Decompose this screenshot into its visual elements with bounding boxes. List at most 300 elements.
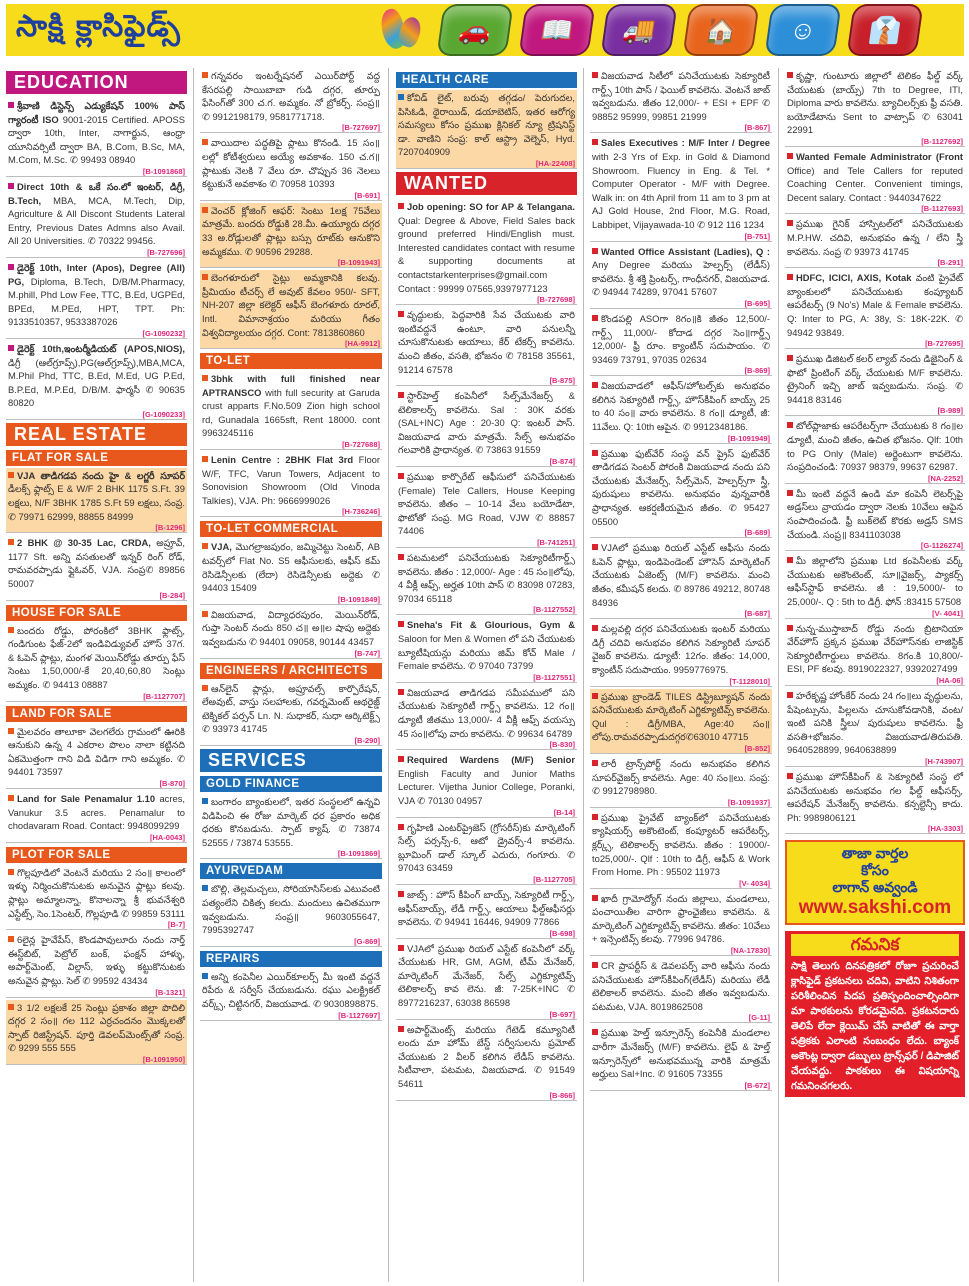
classified-ad (200, 607, 382, 659)
ad-headline: Sneha's Fit & Glourious, Gym & (407, 619, 575, 631)
bullet-square-icon (8, 728, 14, 734)
bullet-square-icon (787, 557, 793, 563)
bullet-square-icon (8, 539, 14, 545)
bullet-square-icon (592, 315, 598, 321)
ad-code: [B-691] (354, 190, 380, 200)
ad-code: [NA-17830] (730, 946, 770, 956)
ad-code: [T-1128010] (729, 676, 770, 686)
classified-ad (200, 681, 382, 746)
ad-text: ప్రముఖ బ్రాండెడ్ TILES డిస్ట్రిబ్యూషన్ నందు పనిచేయుటకు మార్కెటింగ్ ఎగ్జిక్యూటివ్స్ కావలెను. Qul : డిగ్రీ/MBA, Age:40 సం॥లోపు.రామవరప్పాడుదగ్గర✆63010 47715 (592, 690, 770, 743)
ad-text: కొండపల్లి ASOగా 8గం॥కి జీతం 12,500/- గార్డ్స్ 11,000/- కోదాడ దగ్గర సెం॥గార్డ్స్ 12,000/- ఫ్రీ రూం. క్యాంటీన్ సదుపాయం. ✆ 93469 73791, 97035 02634 (592, 312, 770, 365)
classified-ad (785, 486, 965, 551)
ad-text: కోవిడ్ లైట్, బరువు తగ్గడం/ పెరుగుదల, పిసిఓడి, థైరాయిడ్, డయాబెటిస్, ఇతర ఆరోగ్య సమస్యలు కోసం ప్రముఖ క్లినికల్ న్యూ ట్రిషనిస్ట్ డా. వాణిని సంప్ర: కాల్ ఆస్ట్రా వెల్నెస్, Hyd. 7207040909 (398, 92, 575, 158)
ad-code: [V- 4041] (932, 608, 963, 618)
bullet-square-icon (202, 375, 208, 381)
bullet-square-icon (398, 689, 404, 695)
classified-ad (785, 553, 965, 618)
ad-code: [H-743907] (925, 756, 963, 766)
classified-ad (396, 388, 577, 467)
bullet-square-icon (202, 456, 208, 462)
classified-ad (6, 791, 187, 843)
bullet-square-icon (398, 891, 404, 897)
classified-ad (6, 932, 187, 997)
classified-ad (200, 969, 382, 1021)
section-header-land-for-sale: LAND FOR SALE (6, 706, 187, 722)
ad-text: ప్రముఖ డిజిటల్ కలర్ ల్యాబ్ నందు డిజైనింగ్ & ఫొటో ప్రింటింగ్ వర్క్ చేయుటకు M/F కావలెను. ట్రైనింగ్ ఇచ్చి జాబ్ ఇవ్వబడును. సంప్ర. ✆ 94418 83146 (787, 353, 963, 405)
ad-code: [B-1296] (155, 523, 185, 533)
ad-headline: Job opening: SO for AP & Telangana. (407, 200, 575, 212)
ad-code: [B-870] (159, 778, 185, 788)
bullet-square-icon (202, 139, 208, 145)
ad-code: [B-284] (159, 590, 185, 600)
section-header-to-let-commercial: TO-LET COMMERCIAL (200, 521, 382, 537)
baby-face-icon[interactable]: ☺ (764, 4, 841, 56)
bullet-square-icon (8, 936, 14, 942)
ad-text: గన్నవరం ఇంటర్నేషనల్ ఎయిర్‌పోర్ట్ వద్ద కేసరపల్లి సాయిబాబా గుడి దగ్గర, తూర్పు ఫేసింగ్‌తో 300 చ.గ. అమ్మకం. నో బ్రోకర్స్. సంప్ర॥ ✆ 9912198179, 9581771718. (202, 70, 380, 122)
classified-ad (785, 216, 965, 268)
classified-ad (590, 244, 772, 309)
ad-code: [B-697] (549, 1009, 575, 1019)
ad-code: [B-1321] (155, 987, 185, 997)
ad-text: CR ప్రాపర్టీస్ & డెవలపర్స్ వారి ఆఫీసు నందు పనిచేయుటకు హౌస్‌కీపింగ్(లేడీస్) మరియు లేడీ టెలికాలర్ కావలెను. మంచి జీతం ఇవ్వబడును. పటమట, VJA. 8019862508 (592, 960, 770, 1012)
category-icons (440, 4, 920, 56)
ad-code: [B-875] (549, 376, 575, 386)
ad-code: [B-291] (937, 258, 963, 268)
bullet-square-icon (592, 382, 598, 388)
ad-text: విజయవాడ సిటీలో పనిచేయుటకు సెక్యూరిటీ గార్డ్స్ 10th పాస్ / ఫెయిల్ కావలెను. వెంటనే జాబ్ ఇవ్వబడును. జీతం 12,000/- + ESI + EPF ✆ 98852 95999, 99851 21999 (592, 70, 770, 122)
bullet-square-icon (202, 274, 208, 280)
bullet-square-icon (398, 621, 404, 627)
ad-text: విజయవాడ తాడిగడప సమీపములో పని చేయుటకు సెక్యూరిటీ గార్డ్స్ కావలెను. 12 గం॥ డ్యూటీ జీతము 13,000/- 4 వీక్లీ ఆఫ్స్ వయస్సు 45 సం॥లోపు వారు కావలెను. ✆ 99634 64789 (398, 686, 575, 739)
ad-code: [B-751] (744, 231, 770, 241)
bullet-square-icon (202, 207, 208, 213)
classified-ad (6, 98, 187, 177)
bullet-square-icon (592, 72, 598, 78)
classified-ad (200, 68, 382, 133)
ad-text: బెంగళూరులో సైట్లు అమ్మకానికి కలవు. ప్రీమియం టీచర్స్ లే అవుట్ కేవలం 950/- SFT, NH-207 జిల్లా కలెక్టర్ ఆఫీస్ బెంగళూరు రూరల్, Intl. విమానాశ్రయం మరియు గీతం విశ్వవిద్యాలయం దగ్గర. Cont: 7813860860 (202, 272, 380, 338)
bullet-square-icon (592, 544, 598, 550)
ad-text: ప్రముఖ ఫుట్‌వేర్ సంస్థ వన్ ప్రైస్ ఫుట్‌వేర్ తాడిగడప సెంటర్ పోరంకి విజయవాడ నందు పని చేయుటకు మేనేజర్స్, సేల్స్‌మెన్, హెల్పర్స్‌గా స్త్రీ, పురుషులు కావలెను. అనుభవం వున్నవారికి ప్రాధాన్యత. ఆకర్షణీయమైన జీతం. ✆ 95427 05500 (592, 447, 770, 527)
bullet-square-icon (398, 473, 404, 479)
ad-code: [B-7] (167, 920, 185, 930)
ad-headline: శ్రీవాణి డిస్టెన్స్ ఎడ్యుకేషన్ 100% పాస్ గ్యారంటీ ISO (8, 100, 185, 125)
bullet-square-icon (592, 1029, 598, 1035)
book-reader-icon[interactable]: 📖 (518, 4, 595, 56)
bullet-square-icon (398, 94, 404, 100)
ad-text: మీ జిల్లాలోని ప్రముఖ Ltd కంపెనీలకు వర్క్ చేయుటకు అకౌంటెంట్, సూ॥వైజర్స్, ప్యాకర్స్ ఆఫీస్‌స్టాఫ్ కావలెను. జీ : 19,5000/- to 25,000/-. Q : 5th to డిగ్రీ. ఫోన్ :83415 57508 (787, 555, 963, 607)
ad-code: [NA-2252] (927, 473, 963, 483)
promo-line: తాజా వార్తల (841, 845, 909, 862)
classified-ad (785, 621, 965, 686)
ad-code: [B-727697] (342, 123, 380, 133)
ad-text: acres, Vanukur 3.5 acres. Penamalur to chodavaram Road. Contact: 9948099299 (8, 792, 185, 832)
ad-text: టోల్‌ప్లాజాకు ఆపరేటర్స్‌గా చేయుటకు 8 గం॥ల డ్యూటీ, మంచి జీతం, ఉచిత భోజనం. Qlf: 10th to PG Only (Male) అర్జెంటుగా కావలెను. సంప్రదించండి: 70937 98379, 99637 62987. (787, 420, 963, 473)
ad-text: అపార్ట్‌మెంట్స్ మరియు గేటెడ్ కమ్యూనిటీ లందు మా హోమ్ బేస్డ్ సర్వీసులను ప్రమోట్ చేయుటకు 2 వీలర్ కలిగిన లేడీస్ కావలెను. సిటీవాలా, పటమట, విజయవాడ. ✆ 91549 54611 (398, 1023, 575, 1090)
ad-code: [B-830] (549, 740, 575, 750)
classified-ad (396, 1022, 577, 1101)
ad-code: [B-1091950] (142, 1054, 185, 1064)
ad-headline: VJA తాడిగడప నందు హై & లగ్జరీ సూపర్ (17, 469, 185, 481)
classified-ad (590, 311, 772, 376)
classified-ad (6, 341, 187, 420)
bullet-square-icon (787, 220, 793, 226)
ad-code: [B-741251] (537, 538, 575, 548)
classified-ad (200, 881, 382, 946)
bullet-square-icon (787, 274, 793, 280)
ad-text: Office) and Tele Callers for reputed Coaching Center. Convenient timings, Decent salary. Contact : 9440347622 (787, 164, 963, 203)
classified-ad (396, 685, 577, 750)
classified-ad (396, 550, 577, 615)
section-header-real-estate: REAL ESTATE (6, 423, 187, 446)
ad-code: [B-869] (744, 366, 770, 376)
ad-text: స్టార్‌హెల్త్ కంపెనీలో సేల్స్‌మేనేజర్స్ & టెలికాలర్స్ కావలెను. Sal : 30K వరకు (SAL+INC) Age : 20-30 Q: ఇంటర్ పాస్. విజయవాడ వారు మాత్రమే. సేల్స్ అనుభవం గలవారికి ప్రాధాన్యత. ✆ 73863 91559 (398, 390, 575, 456)
bullet-square-icon (787, 153, 793, 159)
classified-ad (200, 539, 382, 604)
ad-code: [B-727696] (147, 247, 185, 257)
ad-text: అన్ని కంపెనీల ఎయిర్‌కూలర్స్ మీ ఇంటి వద్దనే రిపేరు & సర్వీస్ చేయబడును. రఘు ఎలక్ట్రికల్ వర్క్స్, చిట్టినగర్, విజయవాడ. ✆ 9030898875. (202, 970, 380, 1009)
bullet-square-icon (8, 627, 14, 633)
section-header-gold-finance: GOLD FINANCE (200, 776, 382, 792)
ad-code: [HA-9912] (344, 339, 380, 349)
bullet-square-icon (787, 490, 793, 496)
ad-text: బంగారం బ్యాంకులలో, ఇతర సంస్థలలో ఉన్నవి విడిపించి ఈ రోజు మార్కెట్ ధర ప్రకారం అధిక ధరకు కొనబడును. స్పాట్ క్యాష్. ✆ 73874 52555 / 73874 53555. (202, 795, 380, 848)
ad-headline: VJA, (211, 541, 232, 553)
ad-headline: Land for Sale Penamalur 1.10 (17, 792, 156, 804)
ad-text: విజయవాడ, విద్యాధరపురం, మెయిన్‌రోడ్, గుప్తా సెంటర్ నందు 850 చ॥ అ॥ల షాపు అద్దెకు ఇవ్వబడును ✆ 94401 09058, 90144 43457 (202, 608, 380, 647)
ad-text: హరేకృష్ణ హోంకేర్ నందు 24 గం॥లు వృద్ధులను, పేషెంట్సును, పిల్లలను చూసుకోవడానికి, వంట/ఇంటి పనికి స్త్రీలు/ పురుషులు కావలెను. ఫ్రీ వసతి+భోజనం. విజయవాడ/తిరుపతి. 9640528899, 9640638899 (787, 689, 963, 756)
ad-code: [HA-0043] (149, 832, 185, 842)
bullet-square-icon (202, 72, 208, 78)
section-header-ayurvedam: AYURVEDAM (200, 863, 382, 879)
bullet-square-icon (202, 543, 208, 549)
classified-ad (785, 351, 965, 416)
section-header-education: EDUCATION (6, 71, 187, 94)
bullet-square-icon (202, 611, 208, 617)
promo-line: కోసం (861, 862, 889, 879)
ad-code: [B-866] (549, 1090, 575, 1100)
ad-text: English Faculty and Junior Maths Lecturer. Vijetha Junior College, Poranki, VJA ✆ 70130 04957 (398, 767, 575, 806)
section-header-wanted: WANTED (396, 172, 577, 195)
ad-text: గృహిణి ఎంటర్‌ప్రైజెస్ (గ్రోసరీస్)కు మార్కెటింగ్ సేల్స్ పర్సన్స్-6, ఆటో డ్రైవర్స్-4 కావలెను. బ్లూమింగ్ డాల్ స్కూల్ ఎదురు, గంగూరు. ✆ 97043 63459 (398, 821, 575, 874)
ad-code: [B-1127692] (921, 136, 963, 146)
bullet-square-icon (8, 869, 14, 875)
bullet-square-icon (398, 824, 404, 830)
ad-headline: 3bhk with full finished near APTRANSCO (202, 373, 380, 398)
ad-code: [B-727698] (537, 295, 575, 305)
ad-text: with full security at Garuda crust apparts F.No.509 Zion high school rd, Gunadala 1665sft, Rent 18000. cont 9963245116 (202, 386, 380, 439)
ad-headline: డైరెక్ట్ 10th,ఇంటర్మీడియట్ (APOS,NIOS), (17, 342, 185, 354)
ad-code: [B-1127693] (921, 204, 963, 214)
ad-headline: Sales Executives : M/F Inter / Degree (601, 137, 770, 149)
ad-text: నున్న-ముస్తాబాద్ రోడ్డు నందు బ్రిటానియా వేర్‌హౌస్ ప్రక్కన ప్రముఖ వేర్‌హౌస్‌నకు లాజిస్టిక్ సెక్యూరిటీగార్డులు కావలెను. 8గం.కి 10,800/- ESI, PF కలవు. 8919022327, 9392027499 (787, 622, 963, 675)
classified-ad (590, 378, 772, 443)
ad-headline: Wanted Female Administrator (Front (796, 150, 963, 162)
classified-ad (200, 135, 382, 200)
ad-code: [B-689] (744, 528, 770, 538)
notice-text: సాక్షి తెలుగు దినపత్రికలో రోజూ ప్రచురించే క్లాసిఫైడ్ ప్రకటనలు చదివి, వాటిని నిశితంగా పరిశీలించిన పిదప ప్రతిస్పందించాల్సిందిగా మా పాఠకులను కోరడమైనది. ప్రకటనదారు తెలిపే లేదా క్లెయిమ్ చేసే వాటితో ఈ వార్తా పత్రికకు ఎలాంటి సంబంధం లేదు. బ్యాంక్ అకౌంట్ల ద్వారా డబ్బులు ట్రాన్స్‌ఫర్ / డిపాజిట్ చేయవద్దు. పాఠకులు ఈ విషయాన్ని గమనించగలరు. (791, 961, 959, 1093)
ad-code: [B-695] (744, 298, 770, 308)
notice-title: గమనిక (791, 934, 959, 956)
ad-text: Floor W/F, TFC, Varun Towers, Adjacent to Sonovision Showroom (Old Vinoda Talkies), VJA. Ph: 9666999026 (202, 454, 381, 506)
ad-code: [B-1091949] (727, 433, 770, 443)
classified-ad (590, 756, 772, 808)
ad-code: [G-1090232] (142, 328, 185, 338)
butterfly-icon (376, 7, 426, 53)
ad-text: MBA, MCA, M.Tech, Dip, Agriculture & All Discont Students Lateral Entry, Previous Dates Admns also Avail. All 20 Universities. ✆ 70322 99456. (8, 194, 185, 247)
disclaimer-notice (785, 931, 965, 1097)
ad-code: [B-1127705] (533, 874, 575, 884)
classified-ad (200, 371, 382, 450)
section-header-engineers-architects: ENGINEERS / ARCHITECTS (200, 663, 382, 679)
bullet-square-icon (8, 1004, 14, 1010)
classified-ad (785, 149, 965, 214)
ad-text: మైలవరం తాలూకా వెలగలేరు గ్రామంలో ఊరికి ఆనుకుని ఉన్న 4 ఎకరాల పొలం నాలా కట్టినది ఏకమొత్తంగా గాని విడి విడిగా గాని అమ్మకం. ✆ 94401 73597 (8, 725, 185, 778)
classified-ad (396, 887, 577, 939)
ad-text: పటమటలో పనిచేయుటకు సెక్యూరిటీగార్డ్స్ కావలెను. జీతం : 12,000/- Age : 45 సం॥లోపు, 4 వీక్లీ ఆఫ్స్, అర్హత 10th పాస్ ✆ 83098 07283, 97034 65118 (398, 552, 575, 604)
bullet-square-icon (592, 760, 598, 766)
ad-code: [B-867] (744, 123, 770, 133)
ad-text: కృష్ణా, గుంటూరు జిల్లాలో టెలికం ఫీల్డ్ వర్క్ చేయుటకు (బాయ్స్) 7th to Degree, ITI, Diploma వారు కావలెను. బ్యాచిలర్స్‌కు ఫ్రీ వసతి. బయోడేటాను Sent to వాట్సాప్ ✆ 63041 22991 (787, 70, 963, 136)
ad-code: [HA-3303] (927, 824, 963, 834)
promo-line: లాగాన్ అవ్వండి (832, 879, 918, 896)
bullet-square-icon (398, 945, 404, 951)
classified-ad (6, 1000, 187, 1065)
ad-code: [B-687] (744, 609, 770, 619)
ad-text: బొల్లి, తెల్లమచ్చలు, సోరియాసిస్‌లకు ఎటువంటి పత్యంలేని చికిత్స కలదు. మందులు ఉచితముగా ఇవ్వబడును. సంప్ర॥ 9603055647, 7995392747 (202, 883, 380, 936)
classified-ad (396, 941, 577, 1020)
ad-code: [B-727688] (342, 440, 380, 450)
section-header-services: SERVICES (200, 749, 382, 772)
house-icon[interactable]: 🏠 (682, 4, 759, 56)
sakshi-classifieds-logo: సాక్షి క్లాసిఫైడ్స్ (16, 9, 181, 44)
ad-code: [B-874] (549, 457, 575, 467)
bullet-square-icon (592, 139, 598, 145)
classified-ad (6, 535, 187, 600)
classified-ad (396, 617, 577, 682)
section-header-house-for-sale: HOUSE FOR SALE (6, 605, 187, 621)
ad-headline: HDFC, ICICI, AXIS, Kotak (796, 272, 912, 284)
classified-ad (590, 958, 772, 1023)
ad-code: [HA-06] (936, 675, 963, 685)
website-link[interactable]: www.sakshi.com (798, 897, 952, 919)
ad-headline: Lenin Centre : 2BHK Flat 3rd (211, 454, 354, 466)
ad-text: Any Degree మరియు హెల్పర్స్ (లేడీస్) కావలెను. శ్రీ శక్తి ప్రింటర్స్, గాంధీనగర్, విజయవాడ. ✆ 94944 74289, 97041 57607 (592, 259, 770, 298)
ad-code: [B-1091868] (142, 166, 185, 176)
ad-code: [V- 4034] (739, 878, 770, 888)
ad-text: విజయవాడలో ఆఫీస్/హోటల్స్‌కు అనుభవం కలిగిన సెక్యూరిటీ గార్డ్స్, హౌస్‌కీపింగ్ బాయ్స్ 25 to 40 సం॥ వారు కావలెను. 8 గం॥ డ్యూటీ, జీ: 11వేలు. Q: 10th ఆపైన. ✆ 9912348186. (592, 380, 770, 433)
ad-text: with 2-3 Yrs of Exp. in Gold & Diamond Showroom. Fluency in Eng. & Tel. * Computer Operator - M/F with Degree. Walk in: on 4th April from 11 am to 3 pm at AJ Gold House, 2nd Floor, M.G. Road, Labbipet, Vijayawada-10 ✆ 912 116 1234 (592, 150, 770, 230)
ad-text: మీ ఇంటి వద్దనే ఉండి మా కంపెనీ లెటర్స్‌పై అడ్రస్‌లు వ్రాయడం ద్వారా నెలకు 10వేలు ఆపైన సంపాదించండి. ఫ్రీ బుక్‌లెట్ కొరకు అడ్రస్ SMS చేయండి. సంప్ర॥ 8341103038 (787, 487, 963, 540)
ad-code: [B-747] (354, 648, 380, 658)
ad-code: [B-290] (354, 735, 380, 745)
classified-ad (590, 68, 772, 133)
ad-text: ఖాదీ గ్రామోద్యోగ్ నందు జిల్లాలు, మండలాలు, పంచాయితీల వారిగా ఫ్రాంఛైజీలు కావలెను. & మార్కెటింగ్ ఎగ్జిక్యూటివ్స్ కావలెను. జీతం: 10వేలు + ఇన్సెంటివ్స్ కలవు. 77996 94786. (592, 892, 770, 945)
ad-text: ప్రముఖ హౌస్‌కీపింగ్ & సెక్యూరిటీ సంస్థ లో పనిచేయుటకు అనుభవం గల ఫీల్డ్ ఆఫీసర్స్, ఆపరేషన్ మేనేజర్స్ కావలెను. కన్సల్టెన్సీ కాదు. Ph: 9989806121 (787, 770, 963, 823)
classified-ad (590, 1025, 772, 1090)
ad-code: [G-869] (354, 936, 380, 946)
ad-text: ప్రముఖ హెల్త్ ఇన్సూరెన్స్ కంపెనీకి మండలాల వారీగా మేనేజర్స్ (M/F) కావలెను. లైఫ్ & హెల్త్ ఇన్సూరెన్స్‌లో అనుభవమున్న వారికి మాత్రమే అర్హులు Sal+Inc. ✆ 91605 73355 (592, 1027, 770, 1080)
ad-text: Diploma, B.Tech, D/B/M.Pharmacy, M.phill, Phd Low Fee, TTC, B.Ed, UGPEd, BPEd, M.PEd, HPT, TPT. Ph: 9133510357, 9533387026 (8, 275, 185, 328)
classified-ad (590, 689, 772, 754)
classified-ad (6, 623, 187, 702)
column-4 (590, 68, 772, 1093)
ad-text: VJAలో ప్రముఖ రియల్ ఎస్టేట్ ఆఫీసు నందు ఓపెన్ ప్లాట్లు, ఇండిపెండెంట్ హౌసెస్ మార్కెటింగ్ చేయుటకు ఏజెంట్స్ (M/F) కావలెను. మంచి జీతం, కమీషన్ కలదు. ✆ 89786 49212, 80748 84936 (592, 542, 770, 608)
sakshi-website-promo[interactable] (785, 840, 965, 925)
ad-text: 9001-2015 Certified. APOSS ద్వారా 10th, Inter, నాగార్జున, ఆంధ్రా యూనివర్సిటీ ద్వారా BA, B.Com, B.Sc, MA, M.Com, M.Sc. ✆ 99493 08940 (8, 113, 185, 166)
ad-text: మల్లవల్లి దగ్గర పనిచేయుటకు ఇంటర్ మరియు డిగ్రీ చదివి అనుభవం కలిగిన సెక్యూరిటీ సూపర్ వైజర్ కావలెను. డ్యూటీ: 12గం. జీతం: 14,000, క్యాంటీన్ సదుపాయం. 9959776975. (592, 623, 770, 675)
ad-text: ప్రముఖ గైనిక్ హాస్పిటల్‌లో పనిచేయుటకు M.P.HW. చదివి, అనుభవం ఉన్న / లేని స్త్రీ కావలెను. సంప్ర ✆ 93973 41745 (787, 218, 963, 257)
ad-text: Qual: Degree & Above, Field Sales back ground preferred Hindi/English must. Interested candidates contact with resume & supporting documents at contactstarkenterprises@gmail.com Contact : 99999 07565,9397977123 (398, 214, 575, 294)
ad-code: [B-1127551] (533, 672, 575, 682)
masthead-banner (6, 4, 964, 56)
ad-text: 6లైన్ల హైవేపేస్, కొండపావులూరు నందు నార్త్ ఈస్ట్‌బిట్, పెట్రోల్ బంక్, ఫంక్షన్ హాళ్ళు, అపార్ట్‌మెంట్, విల్లాస్, ఇళ్ళు కట్టుకొనుటకు అనువైన ప్లాట్లు. సెల్ ✆ 99592 43434 (8, 934, 185, 986)
ad-text: జాబ్స్ : హౌస్ కీపింగ్ బాయ్స్, సెక్యూరిటీ గార్డ్స్, ఆఫీస్‌బాయ్స్, లేడీ గార్డ్స్, ఆయాలు ఫీల్డ్ఆఫీసర్లు కావలెను. ✆ 94941 16446, 94909 77866 (398, 888, 575, 928)
classified-ad (396, 469, 577, 548)
ad-text: ప్రముఖ కార్పొరేట్ ఆఫీసులో పనిచేయుటకు (Female) Tele Callers, House Keeping కావలెను. జీతం – 10-14 వేలు బయోడేటా, ఫొటోతో సంప్ర. MG Road, VJW ✆ 88857 74406 (398, 471, 575, 537)
ad-text: VJAలో ప్రముఖ రియల్ ఎస్టేట్ కంపెనీలో వర్క్ చేయుటకు HR, GM, AGM, టీమ్ మేనేజర్, మార్కెటింగ్ మేనేజర్, సేల్స్ ఎగ్జిక్యూటివ్స్ టెలికాలర్స్ కావ లెను. జీ: 7-25K+INC ✆ 8977216237, 63038 86598 (398, 942, 575, 1009)
ad-text: ప్రముఖ ప్రైవేట్ బ్యాంక్‌లో పనిచేయుటకు క్యాషియర్స్ అకౌంటెంట్, కంప్యూటర్ ఆపరేటర్స్, క్లర్క్స్, టెలికాలర్స్ కావలెను. జీతం : 19000/- to25,000/-. Qlf : 10th to డిగ్రీ, ఆఫీస్ & Work From Home. Ph : 95502 11973 (592, 811, 770, 878)
bullet-square-icon (592, 248, 598, 254)
ad-code: [B-727695] (925, 339, 963, 349)
businessman-icon[interactable]: 👔 (846, 4, 923, 56)
ad-code: [B-989] (937, 406, 963, 416)
section-header-flat-for-sale: FLAT FOR SALE (6, 450, 187, 466)
ad-code: [G-1090233] (142, 409, 185, 419)
column-divider (193, 68, 194, 1282)
ad-code: [B-852] (744, 743, 770, 753)
bullet-square-icon (592, 625, 598, 631)
ad-code: [HA-22408] (535, 158, 575, 168)
ad-text: డిగ్రీ (ఆల్‌గ్రూప్స్),PG(ఆల్‌గ్రూప్స్),MBA,MCA, M.Phil Phd, TTC, B.Ed, M.Ed, UG P.Ed, B.P.Ed, M.P.Ed, D/B/M. ఫార్మసీ ✆ 90635 80820 (8, 356, 185, 409)
classified-ad (590, 540, 772, 619)
truck-icon[interactable]: 🚚 (600, 4, 677, 56)
column-divider (778, 68, 779, 1282)
classified-ad (396, 90, 577, 169)
bullet-square-icon (8, 795, 14, 801)
ad-code: [B-1091937] (727, 797, 770, 807)
ad-code: [B-672] (744, 1080, 770, 1090)
bullet-square-icon (8, 345, 14, 351)
ad-code: [B-1127707] (143, 691, 185, 701)
bullet-square-icon (398, 311, 404, 317)
column-2 (200, 68, 382, 1023)
bullet-square-icon (787, 773, 793, 779)
ad-code: [G-1126274] (920, 541, 963, 551)
ad-text: మొగల్రాజపురం, జమ్మిచెట్టు సెంటర్, AB టవర్స్‌లో Flat No. S5 ఆఫీసులకు, ఆఫీస్ కమ్ రెసిడెన్సీలకు (లేదా) రెసిడెన్సీలకు అద్దెకు ✆ 94403 15409 (202, 541, 380, 594)
classified-ad (396, 820, 577, 885)
ad-text: అప్రూవ్, 1177 Sft. అన్ని వసతులతో ఇన్నర్ రింగ్ రోడ్, రామవరప్పాడు ఫ్లైఓవర్, VJA. సంప్ర✆ 89856 50007 (8, 537, 185, 590)
classified-ad (200, 794, 382, 859)
column-divider (583, 68, 584, 1282)
bullet-square-icon (787, 355, 793, 361)
ad-text: 3 1/2 లక్షలకే 25 సెంట్లు ప్రకాశం జిల్లా పొదిలి దగ్గర 2 సం॥ గల 112 ఎర్రచందనం మొక్కలతో స్పాట్ రిజిస్ట్రేషన్. పూర్తి డెవలప్‌మెంట్స్‌తో సంప్ర. ✆ 9299 555 555 (8, 1001, 185, 1054)
bullet-square-icon (787, 692, 793, 698)
classified-ad (590, 135, 772, 241)
classified-ad (785, 270, 965, 349)
bullet-square-icon (398, 756, 404, 762)
classified-ad (6, 260, 187, 339)
bullet-square-icon (592, 450, 598, 456)
bullet-square-icon (8, 183, 14, 189)
section-header-plot-for-sale: PLOT FOR SALE (6, 847, 187, 863)
column-1 (6, 68, 187, 1067)
ad-code: [B-1091869] (337, 849, 380, 859)
bullet-square-icon (202, 973, 208, 979)
ad-code: [B-1091849] (337, 594, 380, 604)
bullet-square-icon (592, 693, 598, 699)
bullet-square-icon (592, 814, 598, 820)
column-divider (388, 68, 389, 1282)
car-icon[interactable]: 🚗 (436, 4, 513, 56)
bullet-square-icon (592, 962, 598, 968)
bullet-square-icon (398, 554, 404, 560)
ad-text: గొల్లపూడిలో వెంటనే మరియు 2 సం॥ కాలంలో ఇళ్ళు నిర్మించుకొనుటకు అనువైన ప్లాట్లు కలవు. ప్లాట్లు అమ్మాలన్నా, కొనాలన్నా శ్రీ భువనేశ్వరి ఎస్టేట్స్, సెం.1సెంటర్, గొల్లపూడి ✆ 99859 53111 (8, 866, 185, 919)
classified-ad (200, 452, 382, 517)
ad-code: [G-11] (748, 1013, 770, 1023)
bullet-square-icon (398, 1026, 404, 1032)
bullet-square-icon (398, 392, 404, 398)
classified-ad (200, 270, 382, 349)
bullet-square-icon (787, 422, 793, 428)
classified-ad (785, 418, 965, 483)
classified-ad (590, 446, 772, 539)
bullet-square-icon (592, 895, 598, 901)
ad-text: డీలక్స్ ఫ్లాట్స్ E & W/F 2 BHK 1175 S.Ft. 39 లక్షలు, N/F 3BHK 1785 S.Ft 59 లక్షలు, సంప్ర. ✆ 79971 62999, 88855 84999 (8, 483, 185, 522)
bullet-square-icon (202, 885, 208, 891)
ad-code: [B-1127697] (338, 1010, 380, 1020)
bullet-square-icon (787, 625, 793, 631)
bullet-square-icon (202, 685, 208, 691)
classified-ad (6, 724, 187, 789)
ad-text: వృద్ధులకు, పెద్దవారికి సేవ చేయుటకు వారి ఇంటివద్దనే ఉంటూ, వారి పనులన్నీ చూసుకొనుటకు ఆయాలు, కేర్ టేకర్స్ కావలెను. మంచి జీతం, వసతి, భోజనం ✆ 78158 35561, 91214 67578 (398, 309, 575, 375)
ad-text: Saloon for Men & Women లో పని చేయుటకు బ్యూటీషియన్లు మరియు జిమ్ కోచ్ Male / Female కావలెను. ✆ 97040 73799 (398, 633, 575, 672)
classified-ad (6, 468, 187, 533)
ad-headline: Required Wardens (M/F) Senior (407, 754, 575, 766)
section-header-repairs: REPAIRS (200, 951, 382, 967)
classified-ad (590, 810, 772, 889)
classified-ad (590, 891, 772, 956)
bullet-square-icon (8, 264, 14, 270)
bullet-square-icon (787, 72, 793, 78)
ad-code: [H-736246] (342, 507, 380, 517)
classified-ad (396, 307, 577, 386)
ad-headline: 2 BHK @ 30-35 Lac, CRDA, (17, 537, 151, 549)
ad-text: బందరు రోడ్డు, పోరంకిలో 3BHK ఫ్లాట్స్, గండిగుంట ఫేజ్-2లో ఇండివిడ్యువల్ హౌస్ 37గ. & ఓపెన్ ప్లాట్లు, మంగళ మెయిన్‌రోడ్డు తూర్పు ఫేస్ సెంటు 1,50,000/-కే 20,40,60,80 సెంట్లు అమ్మకం. ✆ 94413 08887 (8, 624, 185, 690)
ad-text: ఆన్‌లైన్ ప్లాన్లు, అప్రూవల్స్ కార్పొరేషన్, లేఅవుట్, వాస్తు సలహాలకు, గవర్నమెంట్ ఆథరైజ్డ్ టెక్నికల్ పర్సన్ Ln. N. సుధాకర్, సుధా ఆర్కిటెక్ట్స్ ✆ 93973 41745 (202, 682, 380, 735)
column-5 (785, 68, 965, 1097)
section-header-to-let: TO-LET (200, 353, 382, 369)
ad-code: [B-14] (553, 807, 575, 817)
bullet-square-icon (8, 102, 14, 108)
ad-code: [B-1127552] (533, 605, 575, 615)
column-3 (396, 68, 577, 1103)
classified-ad (785, 688, 965, 767)
classified-ad (200, 203, 382, 268)
ad-text: వాయిదాల పద్ధతిపై ప్లాటు కొనండి. 15 సం॥లల్లో కోటీశ్వరులు అయ్యే అవకాశం. 150 చ.గ॥ ప్లాటుకు నెలకి 7 వేలు రూ. చొప్పున 36 నెలలు కట్టుకునే అవకాశం ✆ 70958 10393 (202, 137, 380, 190)
classified-ad (6, 865, 187, 930)
ad-text: వెంచర్ క్లోజింగ్ ఆఫర్: సెంటు 1లక్ష 75వేలు మాత్రమే. బందరు రోడ్డుకి 28.మీ. ఉయ్యూరు దగ్గర 33 అ.రోడ్లులతో ప్లాట్లు బస్సు రూట్‌కు ఆనుకొని అమ్మకము. ✆ 90596 29288. (202, 204, 380, 257)
ad-code: [B-698] (549, 928, 575, 938)
bullet-square-icon (8, 472, 14, 478)
classified-ad (6, 179, 187, 258)
classified-ad (396, 199, 577, 305)
classified-ad (785, 68, 965, 147)
ad-headline: డైరెక్ట్ 10th, Inter (Apos), Degree (All) PG, (8, 261, 185, 287)
classified-ad (785, 769, 965, 834)
classified-ad (396, 752, 577, 817)
classified-ad (590, 621, 772, 686)
ad-headline: Direct 10th & ఒకే సం.లో ఇంటర్, డిగ్రీ, B.Tech, (8, 180, 185, 206)
